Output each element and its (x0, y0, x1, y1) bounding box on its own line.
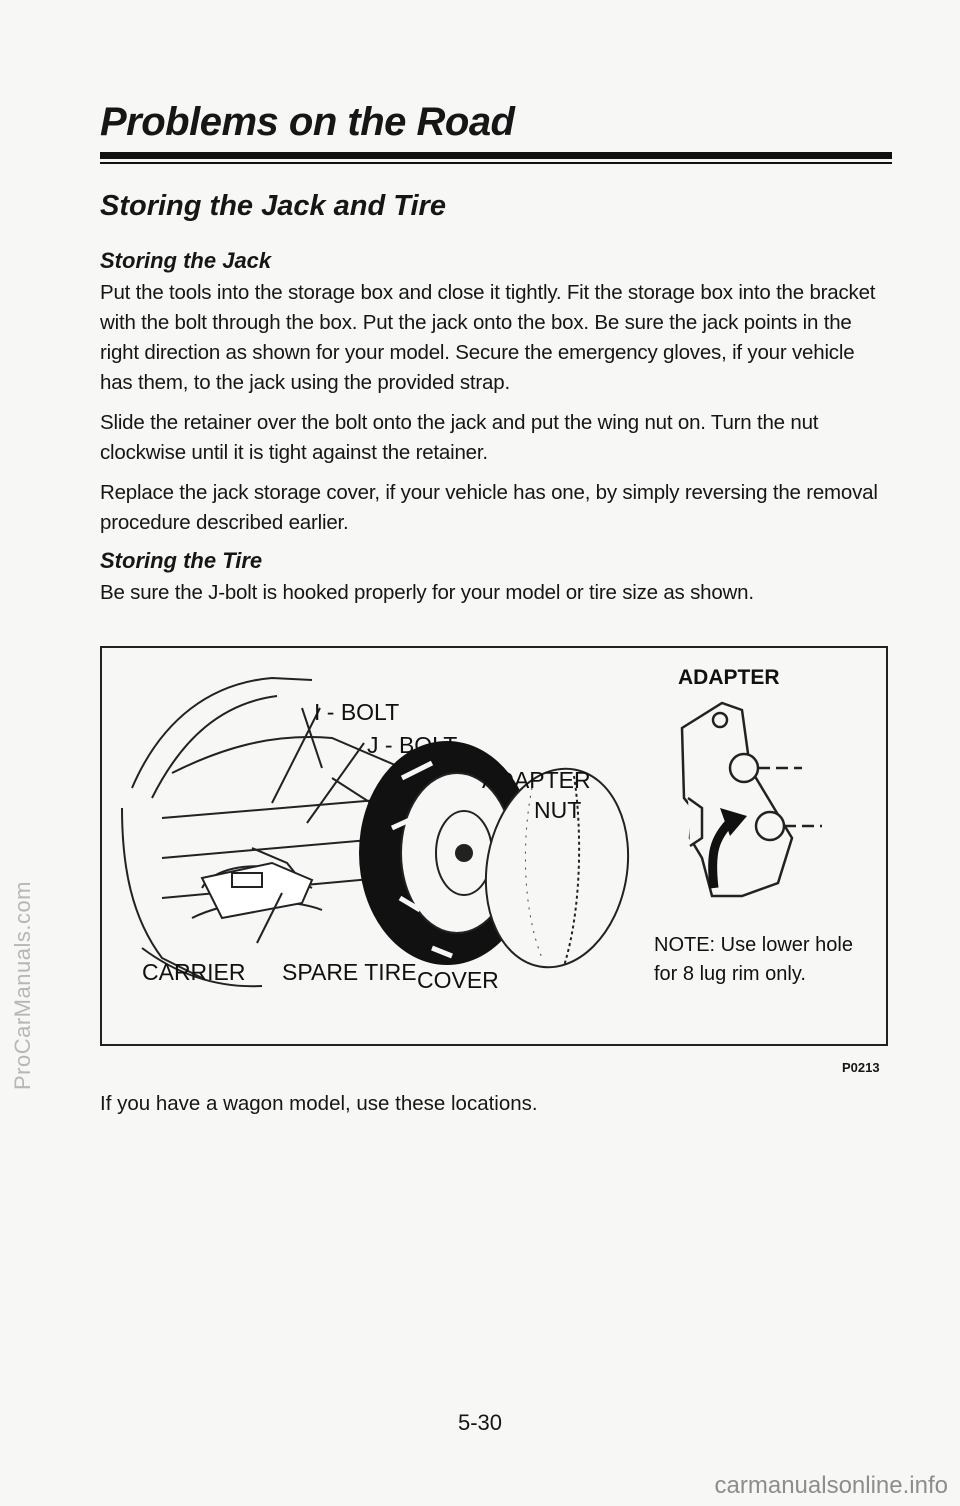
jack-paragraph-1: Put the tools into the storage box and close it tightly. Fit the storage box into the bracket with the bolt through the box. Put the jack onto the box. Be sure the jack points in the right direction as shown for your model. Secure the emergency gloves, if your vehicle has them, to the jack using the provided strap. (100, 281, 876, 394)
side-watermark: ProCarManuals.com (10, 880, 35, 1090)
storing-jack-heading: Storing the Jack (100, 248, 272, 273)
illustration-drawing (102, 648, 886, 1044)
adapter-nut-label-line2: NUT (534, 797, 582, 823)
figure-code: P0213 (842, 1060, 880, 1075)
note-line-2: for 8 lug rim only. (654, 963, 806, 985)
jack-paragraph-3: Replace the jack storage cover, if your vehicle has one, by simply reversing the removal procedure described earlier. (100, 481, 878, 534)
j-bolt-label: J - BOLT (367, 732, 458, 758)
adapter-detail (682, 703, 822, 896)
carrier-bracket (202, 863, 312, 918)
spare-tire-illustration (100, 646, 888, 1046)
section-header: Problems on the Road (100, 100, 515, 144)
header-rule (100, 152, 892, 159)
wagon-caption: If you have a wagon model, use these locations. (100, 1092, 538, 1115)
carrier-label: CARRIER (142, 959, 246, 985)
storing-tire-heading: Storing the Tire (100, 548, 263, 573)
page-number: 5-30 (457, 1410, 503, 1435)
body-text (100, 248, 890, 618)
bottom-watermark: carmanualsonline.info (714, 1472, 948, 1499)
adapter-nut-label-line1: ADAPTER (482, 767, 591, 793)
tire-paragraph: Be sure the J-bolt is hooked properly for your model or tire size as shown. (100, 581, 754, 604)
jack-paragraph-2: Slide the retainer over the bolt onto the jack and put the wing nut on. Turn the nut clockwise until it is tight against the retainer. (100, 411, 819, 464)
adapter-title: ADAPTER (678, 666, 780, 689)
page-title: Storing the Jack and Tire (100, 190, 446, 222)
spare-tire-label: SPARE TIRE (282, 959, 417, 985)
i-bolt-label: I - BOLT (314, 699, 400, 725)
header-rule-thin (100, 162, 892, 164)
note-line-1: NOTE: Use lower hole (654, 934, 853, 956)
cover-label: COVER (417, 967, 499, 993)
